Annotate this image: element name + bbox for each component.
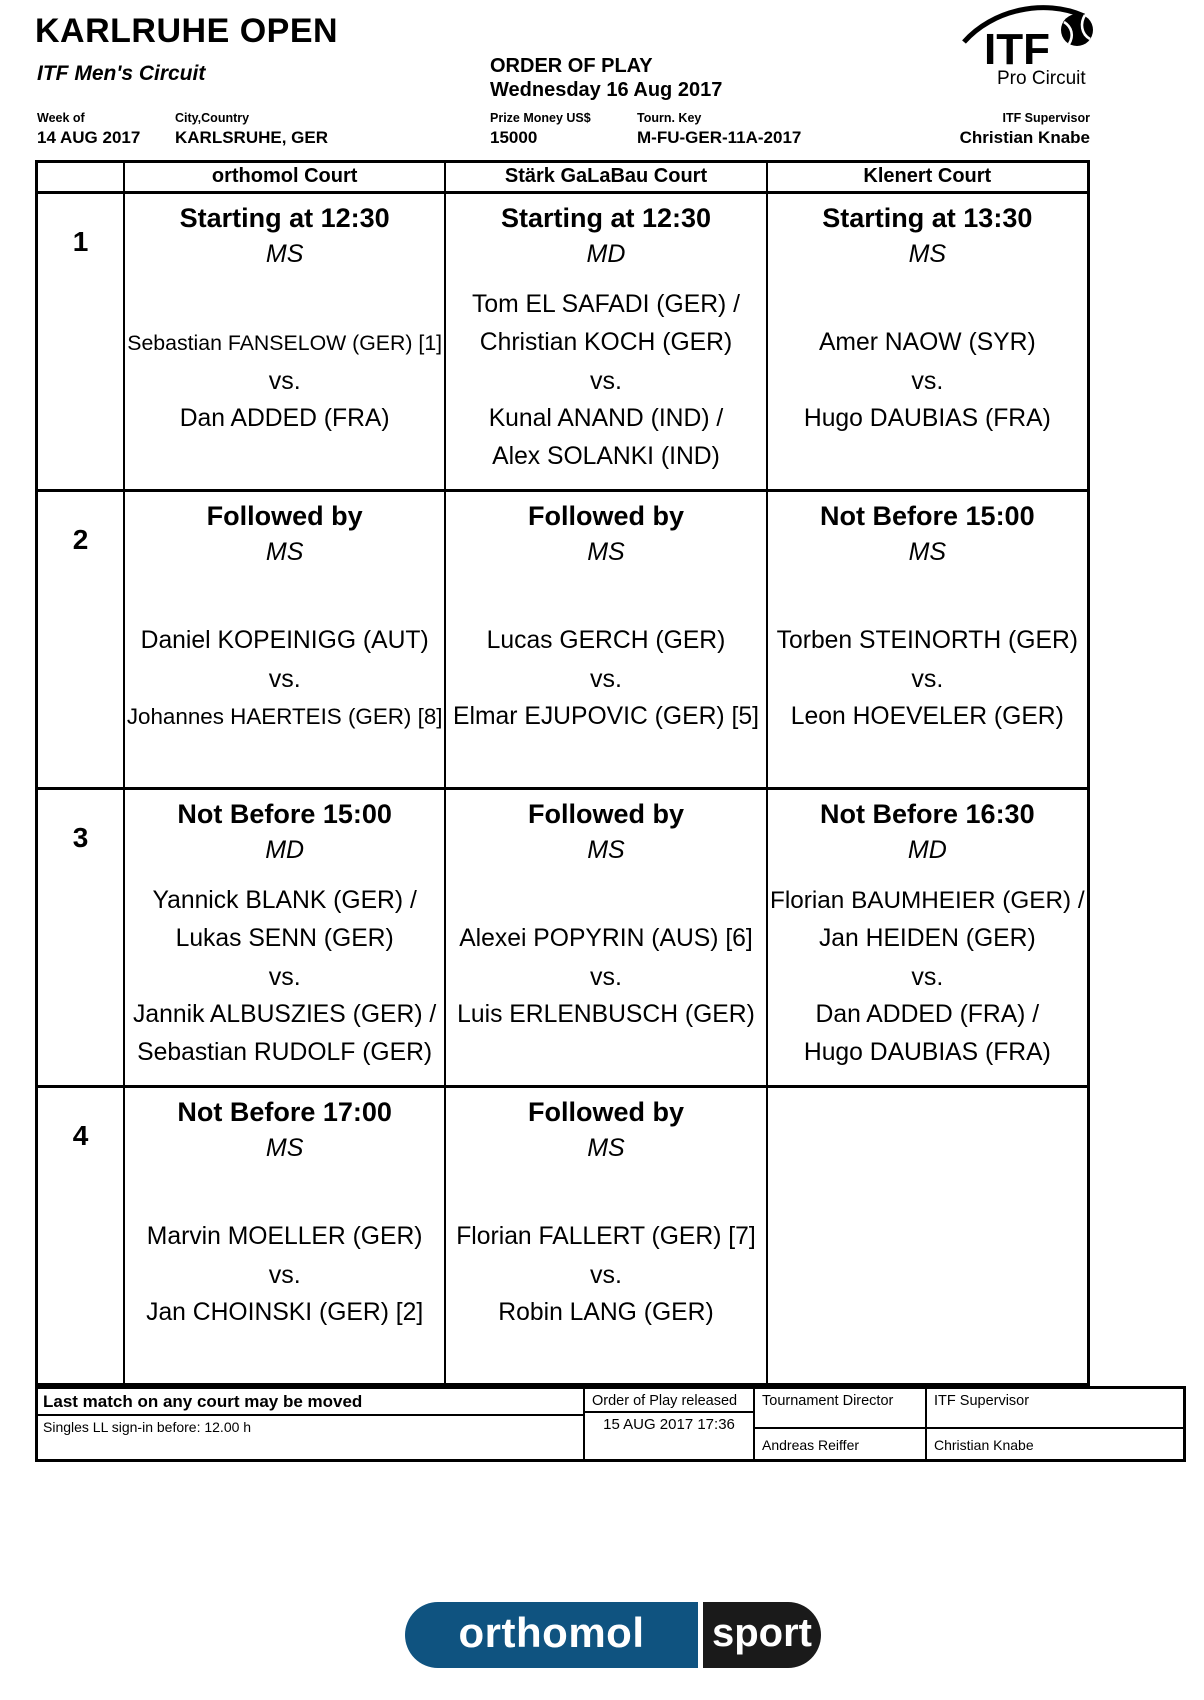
match-cell	[123, 191, 444, 489]
footer-released-column	[583, 1389, 753, 1459]
player-name: Jannik ALBUSZIES (GER) /	[133, 1000, 437, 1028]
tournament-director-value: Andreas Reiffer	[762, 1437, 860, 1453]
player-name: Johannes HAERTEIS (GER) [8]	[126, 703, 443, 729]
vs-label: vs.	[268, 1260, 301, 1289]
vs-label: vs.	[911, 962, 944, 991]
itf-logo-text: ITF	[984, 25, 1050, 74]
week-of-label: Week of	[37, 111, 85, 125]
player-name: Yannick BLANK (GER) /	[152, 886, 417, 914]
order-of-play-date: Wednesday 16 Aug 2017	[490, 79, 723, 101]
match-time: Followed by	[527, 501, 684, 531]
players-block	[446, 868, 765, 1085]
match-type: MS	[265, 1134, 304, 1162]
match-type: MS	[587, 836, 625, 864]
tennis-ball-icon	[1061, 14, 1093, 46]
player-name: Dan ADDED (FRA) /	[815, 1000, 1040, 1028]
match-cell	[444, 489, 765, 787]
players-block	[768, 570, 1087, 787]
match-time: Followed by	[206, 501, 363, 531]
player-name: Lukas SENN (GER)	[175, 924, 394, 952]
players-block	[768, 272, 1087, 489]
vs-label: vs.	[268, 664, 301, 693]
player-name: Florian FALLERT (GER) [7]	[456, 1222, 756, 1250]
row-number: 4	[38, 1085, 123, 1383]
match-type: MS	[587, 538, 625, 566]
itf-logo-graphic	[958, 2, 1098, 88]
vs-label: vs.	[268, 366, 301, 395]
court-header-klenert: Klenert Court	[766, 163, 1087, 191]
city-country-value: KARLSRUHE, GER	[175, 128, 329, 147]
court-header-orthomol: orthomol Court	[123, 163, 444, 191]
player-name: Amer NAOW (SYR)	[818, 328, 1036, 356]
itf-supervisor-value: Christian Knabe	[959, 128, 1090, 147]
tournament-key-label: Tourn. Key	[637, 111, 702, 125]
players-block	[446, 1166, 765, 1383]
city-country-label: City,Country	[175, 111, 250, 125]
match-time: Followed by	[527, 799, 684, 829]
court-header-staerk-galabau: Stärk GaLaBau Court	[444, 163, 765, 191]
sponsor-logo-right: sport	[703, 1602, 821, 1668]
player-name: Christian KOCH (GER)	[479, 328, 733, 356]
order-of-play-header	[490, 54, 722, 102]
match-type: MS	[587, 1134, 625, 1162]
itf-logo-subtext: Pro Circuit	[997, 68, 1086, 88]
footer-note-secondary: Singles LL sign-in before: 12.00 h	[43, 1419, 252, 1435]
player-name: Jan HEIDEN (GER)	[818, 924, 1036, 952]
player-name: Torben STEINORTH (GER)	[776, 626, 1078, 654]
player-name: Sebastian RUDOLF (GER)	[137, 1038, 433, 1066]
row-number: 2	[38, 489, 123, 787]
players-block	[768, 868, 1087, 1085]
vs-label: vs.	[268, 962, 301, 991]
player-name: Florian BAUMHEIER (GER) /	[770, 886, 1085, 914]
match-type: MS	[265, 240, 304, 268]
player-name: Jan CHOINSKI (GER) [2]	[146, 1298, 424, 1326]
footer-director-column	[753, 1389, 925, 1459]
row-number: 1	[38, 191, 123, 489]
players-block	[125, 1166, 444, 1383]
prize-money-label: Prize Money US$	[490, 111, 591, 125]
match-cell	[123, 489, 444, 787]
player-name: Luis ERLENBUSCH (GER)	[457, 1000, 755, 1028]
match-type: MD	[907, 836, 947, 864]
schedule-table	[35, 160, 1090, 1386]
player-name: Marvin MOELLER (GER)	[146, 1222, 423, 1250]
itf-supervisor-label: ITF Supervisor	[1002, 111, 1090, 125]
match-type: MD	[586, 240, 626, 268]
match-time: Followed by	[527, 1097, 684, 1127]
vs-label: vs.	[911, 366, 944, 395]
empty-match-cell	[766, 1085, 1087, 1383]
match-cell	[444, 787, 765, 1085]
match-cell	[766, 787, 1087, 1085]
tournament-key-value: M-FU-GER-11A-2017	[637, 128, 802, 147]
orthomol-sport-logo	[405, 1602, 821, 1668]
match-cell	[766, 489, 1087, 787]
week-of-value: 14 AUG 2017	[37, 128, 141, 147]
footer-table	[35, 1386, 1186, 1462]
player-name: Tom EL SAFADI (GER) /	[472, 290, 740, 318]
released-label: Order of Play released	[585, 1389, 753, 1413]
match-time: Starting at 13:30	[822, 203, 1033, 233]
player-name: Alexei POPYRIN (AUS) [6]	[459, 924, 753, 952]
tournament-title: KARLRUHE OPEN	[35, 12, 339, 50]
player-name: Daniel KOPEINIGG (AUT)	[140, 626, 429, 654]
footer-itf-supervisor-label: ITF Supervisor	[927, 1389, 1183, 1429]
circuit-subtitle: ITF Men's Circuit	[37, 62, 206, 85]
match-cell	[766, 191, 1087, 489]
match-type: MS	[908, 538, 947, 566]
player-name: Leon HOEVELER (GER)	[790, 702, 1064, 730]
players-block	[125, 272, 444, 489]
itf-pro-circuit-logo	[958, 2, 1098, 88]
released-value: 15 AUG 2017 17:36	[603, 1416, 735, 1433]
prize-money-value: 15000	[490, 128, 538, 147]
player-name: Hugo DAUBIAS (FRA)	[803, 404, 1051, 432]
row-number: 3	[38, 787, 123, 1085]
match-cell	[123, 1085, 444, 1383]
player-name: Robin LANG (GER)	[498, 1298, 714, 1326]
vs-label: vs.	[590, 962, 622, 991]
player-name: Sebastian FANSELOW (GER) [1]	[127, 330, 443, 355]
player-name: Alex SOLANKI (IND)	[492, 442, 720, 470]
match-time: Not Before 16:30	[820, 799, 1035, 829]
player-name: Hugo DAUBIAS (FRA)	[803, 1038, 1051, 1066]
vs-label: vs.	[590, 366, 622, 395]
players-block	[446, 570, 765, 787]
match-time: Not Before 15:00	[820, 501, 1035, 531]
match-type: MS	[908, 240, 947, 268]
player-name: Elmar EJUPOVIC (GER) [5]	[453, 702, 759, 730]
vs-label: vs.	[590, 1260, 622, 1289]
footer-supervisor-column	[925, 1389, 1183, 1459]
schedule-corner-cell	[38, 163, 123, 191]
player-name: Lucas GERCH (GER)	[486, 626, 726, 654]
footer-itf-supervisor-value: Christian Knabe	[934, 1437, 1034, 1453]
match-time: Not Before 17:00	[177, 1097, 392, 1127]
match-time: Not Before 15:00	[177, 799, 392, 829]
match-time: Starting at 12:30	[179, 203, 390, 233]
order-of-play-label: ORDER OF PLAY	[490, 55, 653, 77]
players-block	[446, 272, 765, 489]
match-type: MS	[265, 538, 304, 566]
match-cell	[123, 787, 444, 1085]
player-name: Dan ADDED (FRA)	[179, 404, 390, 432]
vs-label: vs.	[911, 664, 944, 693]
players-block	[125, 868, 444, 1085]
match-time: Starting at 12:30	[500, 203, 712, 233]
player-name: Kunal ANAND (IND) /	[488, 404, 724, 432]
footer-note-primary: Last match on any court may be moved	[38, 1389, 583, 1416]
match-cell	[444, 191, 765, 489]
match-cell	[444, 1085, 765, 1383]
players-block	[125, 570, 444, 787]
vs-label: vs.	[590, 664, 622, 693]
tournament-director-label: Tournament Director	[755, 1389, 925, 1429]
sponsor-logo-left: orthomol	[405, 1602, 698, 1668]
match-type: MD	[265, 836, 305, 864]
footer-notes-column	[38, 1389, 583, 1459]
